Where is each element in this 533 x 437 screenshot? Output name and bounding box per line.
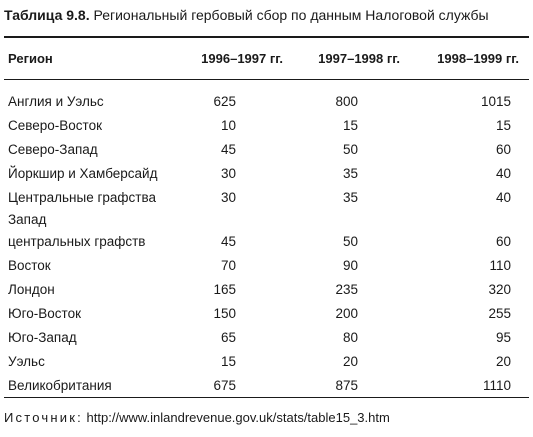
row-value-col2: 235 (335, 282, 358, 297)
row-region-line2: центральных графств (8, 234, 146, 249)
row-value-col2: 200 (335, 306, 358, 321)
row-region: Центральные графства (8, 190, 156, 205)
row-value-col1: 10 (220, 118, 236, 133)
row-region: Северо-Восток (8, 118, 103, 133)
row-value-col1: 30 (220, 166, 236, 181)
header-region: Регион (8, 51, 53, 66)
row-value-col2: 50 (342, 142, 358, 157)
caption-text: Региональный гербовый сбор по данным Налоговой службы (93, 7, 489, 23)
row-value-col1: 45 (220, 234, 236, 249)
row-value-col1: 15 (220, 354, 236, 369)
header-1996-1997: 1996–1997 гг. (201, 51, 283, 66)
table-caption (4, 6, 529, 24)
row-value-col1: 45 (220, 142, 236, 157)
row-value-col3: 40 (495, 190, 511, 205)
row-value-col2: 50 (342, 234, 358, 249)
bottom-rule (4, 397, 529, 398)
row-region: Уэльс (8, 354, 45, 369)
header-1997-1998: 1997–1998 гг. (318, 51, 400, 66)
row-region: Восток (8, 258, 51, 273)
row-value-col3: 110 (489, 258, 511, 273)
row-value-col1: 70 (220, 258, 236, 273)
row-value-col2: 80 (342, 330, 358, 345)
header-rule (4, 79, 529, 80)
row-region: Лондон (8, 282, 55, 297)
source-url: http://www.inlandrevenue.gov.uk/stats/table15_3.htm (86, 410, 390, 425)
row-value-col1: 165 (213, 282, 236, 297)
row-value-col3: 95 (495, 330, 511, 345)
row-value-col2: 15 (342, 118, 358, 133)
row-region: Юго-Восток (8, 306, 81, 321)
row-value-col2: 35 (342, 190, 358, 205)
row-region: Запад (8, 212, 47, 227)
header-1998-1999: 1998–1999 гг. (437, 51, 519, 66)
source-label: Источник: (4, 410, 83, 425)
row-value-col1: 675 (213, 378, 236, 393)
row-value-col1: 625 (213, 94, 236, 109)
row-region: Англия и Уэльс (8, 94, 104, 109)
row-region: Юго-Запад (8, 330, 77, 345)
row-value-col3: 1110 (482, 378, 511, 393)
row-value-col1: 30 (220, 190, 236, 205)
top-rule (4, 36, 529, 38)
row-value-col3: 60 (495, 142, 511, 157)
row-region: Северо-Запад (8, 142, 98, 157)
row-value-col3: 15 (495, 118, 511, 133)
row-value-col3: 40 (495, 166, 511, 181)
row-region: Йоркшир и Хамберсайд (8, 166, 158, 181)
row-value-col3: 60 (495, 234, 511, 249)
row-value-col2: 35 (342, 166, 358, 181)
row-value-col2: 90 (342, 258, 358, 273)
row-value-col1: 65 (220, 330, 236, 345)
row-value-col2: 20 (342, 354, 358, 369)
row-value-col3: 20 (495, 354, 511, 369)
row-value-col2: 875 (335, 378, 358, 393)
row-value-col1: 150 (213, 306, 236, 321)
row-region: Великобритания (8, 378, 112, 393)
row-value-col2: 800 (335, 94, 358, 109)
source-note (4, 409, 529, 427)
row-value-col3: 255 (488, 306, 511, 321)
row-value-col3: 320 (488, 282, 511, 297)
caption-label: Таблица 9.8. (4, 7, 90, 23)
row-value-col3: 1015 (480, 94, 511, 109)
